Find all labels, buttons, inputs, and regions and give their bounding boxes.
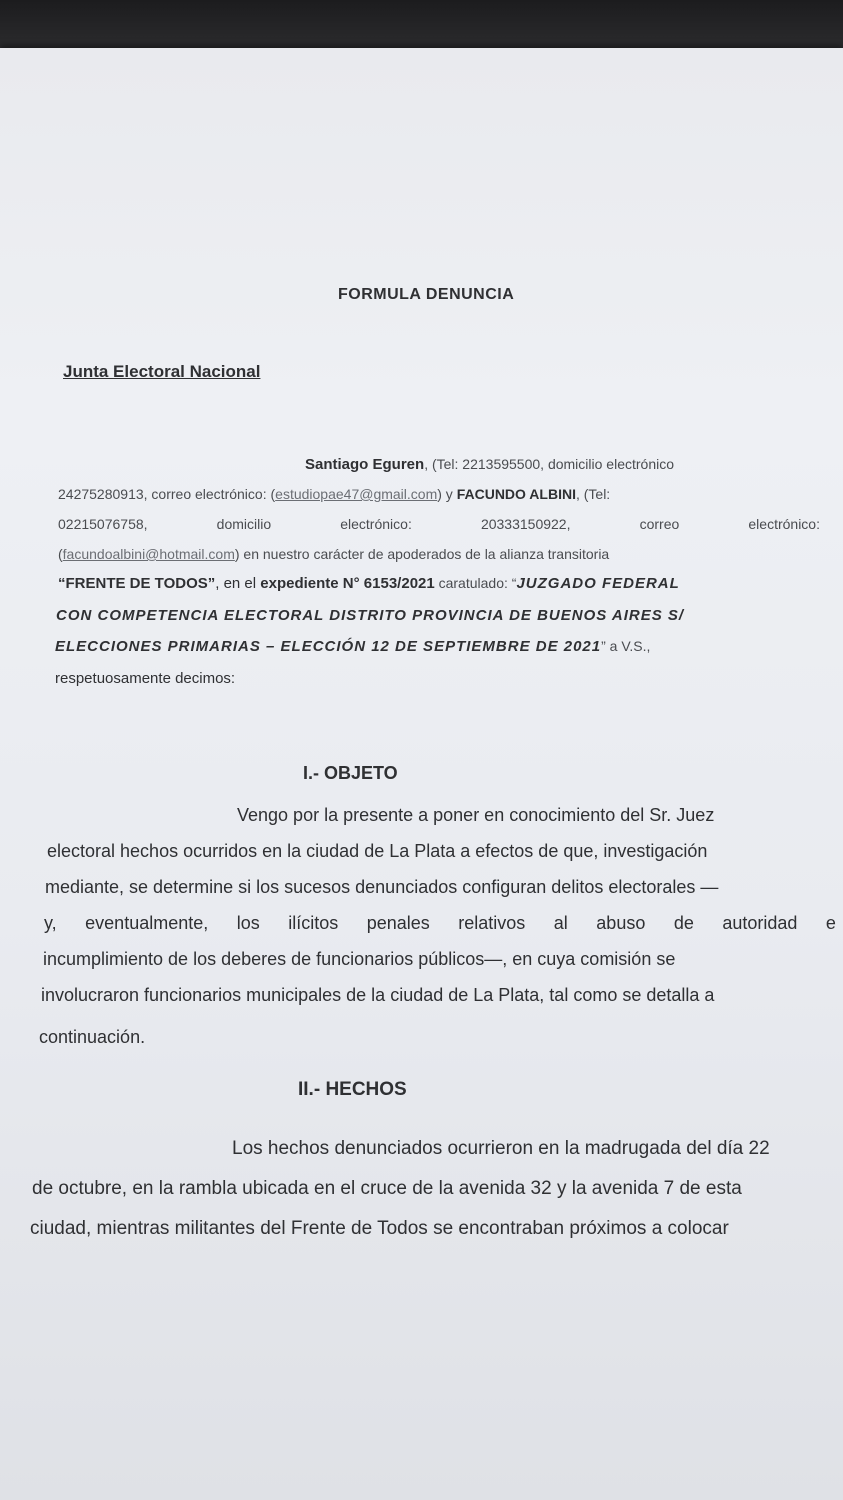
- hechos-line-2: de octubre, en la rambla ubicada en el cruce de la avenida 32 y la avenida 7 de esta: [32, 1178, 742, 1199]
- intro-line-1: [305, 456, 674, 473]
- intro-line-7: [55, 638, 650, 655]
- intro-line-3: [58, 516, 820, 532]
- case-caption-line-3: ELECCIONES PRIMARIAS – ELECCIÓN 12 DE SEPTIEMBRE DE 2021: [55, 638, 602, 655]
- intro-line-4-text-b: ) en nuestro carácter de apoderados de la alianza transitoria: [234, 546, 610, 562]
- intro-line-5-text-b: caratulado: “: [434, 575, 517, 591]
- objeto-word: de: [673, 913, 694, 933]
- hechos-line-1: Los hechos denunciados ocurrieron en la madrugada del día 22: [232, 1138, 770, 1159]
- case-caption-start: JUZGADO FEDERAL: [516, 575, 680, 592]
- objeto-word: ilícitos: [288, 913, 339, 933]
- phone-number-albini: 02215076758,: [58, 516, 148, 532]
- objeto-word: relativos: [458, 913, 526, 933]
- objeto-line-7: continuación.: [39, 1027, 146, 1047]
- objeto-word: al: [553, 913, 568, 933]
- name-santiago-eguren: Santiago Eguren: [305, 456, 425, 473]
- objeto-word: penales: [366, 913, 430, 933]
- document-title: FORMULA DENUNCIA: [338, 286, 515, 303]
- objeto-line-2: electoral hechos ocurridos en la ciudad de La Plata a efectos de que, investigación: [47, 841, 708, 861]
- intro-line-2: [58, 486, 610, 502]
- objeto-word: autoridad: [722, 913, 798, 933]
- objeto-line-5: incumplimiento de los deberes de funcionarios públicos—, en cuya comisión se: [43, 949, 676, 969]
- objeto-line-6: involucraron funcionarios municipales de la ciudad de La Plata, tal como se detalla a: [41, 985, 715, 1005]
- intro-word: correo: [639, 516, 680, 532]
- intro-line-2-text-c: , (Tel:: [575, 486, 611, 502]
- objeto-word: y,: [44, 913, 57, 933]
- addressee: Junta Electoral Nacional: [63, 362, 261, 381]
- email-link-facundoalbini[interactable]: facundoalbini@hotmail.com: [62, 546, 235, 562]
- intro-line-7-end: ” a V.S.,: [601, 638, 651, 654]
- objeto-line-4: [44, 913, 836, 934]
- name-facundo-albini: FACUNDO ALBINI: [456, 486, 576, 502]
- intro-line-4-text-a: (: [58, 546, 63, 562]
- hechos-line-3: ciudad, mientras militantes del Frente de Todos se encontraban próximos a colocar: [30, 1218, 729, 1239]
- case-number: expediente N° 6153/2021: [260, 575, 435, 592]
- electronic-domicile-albini: 20333150922,: [480, 516, 571, 532]
- intro-line-1-text: , (Tel: 2213595500, domicilio electrónico: [424, 456, 674, 472]
- objeto-word: los: [236, 913, 260, 933]
- section-objeto-heading: I.- OBJETO: [303, 763, 398, 783]
- objeto-word: eventualmente,: [85, 913, 209, 933]
- objeto-line-1: Vengo por la presente a poner en conocimiento del Sr. Juez: [237, 805, 715, 825]
- intro-line-5-text-a: , en el: [215, 575, 261, 592]
- intro-line-2-text-a: 24275280913, correo electrónico: (: [58, 486, 276, 502]
- intro-word: domicilio: [216, 516, 272, 532]
- email-link-estudiopae[interactable]: estudiopae47@gmail.com: [275, 486, 438, 502]
- intro-line-2-text-b: ) y: [437, 486, 457, 502]
- intro-line-5: [58, 575, 680, 592]
- alliance-name: “FRENTE DE TODOS”: [58, 575, 216, 592]
- intro-line-4: [58, 546, 609, 562]
- section-hechos-heading: II.- HECHOS: [298, 1079, 407, 1100]
- intro-line-8: respetuosamente decimos:: [55, 670, 236, 687]
- case-caption-line-2: CON COMPETENCIA ELECTORAL DISTRITO PROVINCIA DE BUENOS AIRES S/: [56, 607, 685, 624]
- objeto-line-3: mediante, se determine si los sucesos denunciados configuran delitos electorales —: [45, 877, 719, 897]
- objeto-word: abuso: [596, 913, 646, 933]
- intro-word: electrónico:: [340, 516, 412, 532]
- objeto-word: e: [825, 913, 836, 933]
- intro-word: electrónico:: [748, 516, 820, 532]
